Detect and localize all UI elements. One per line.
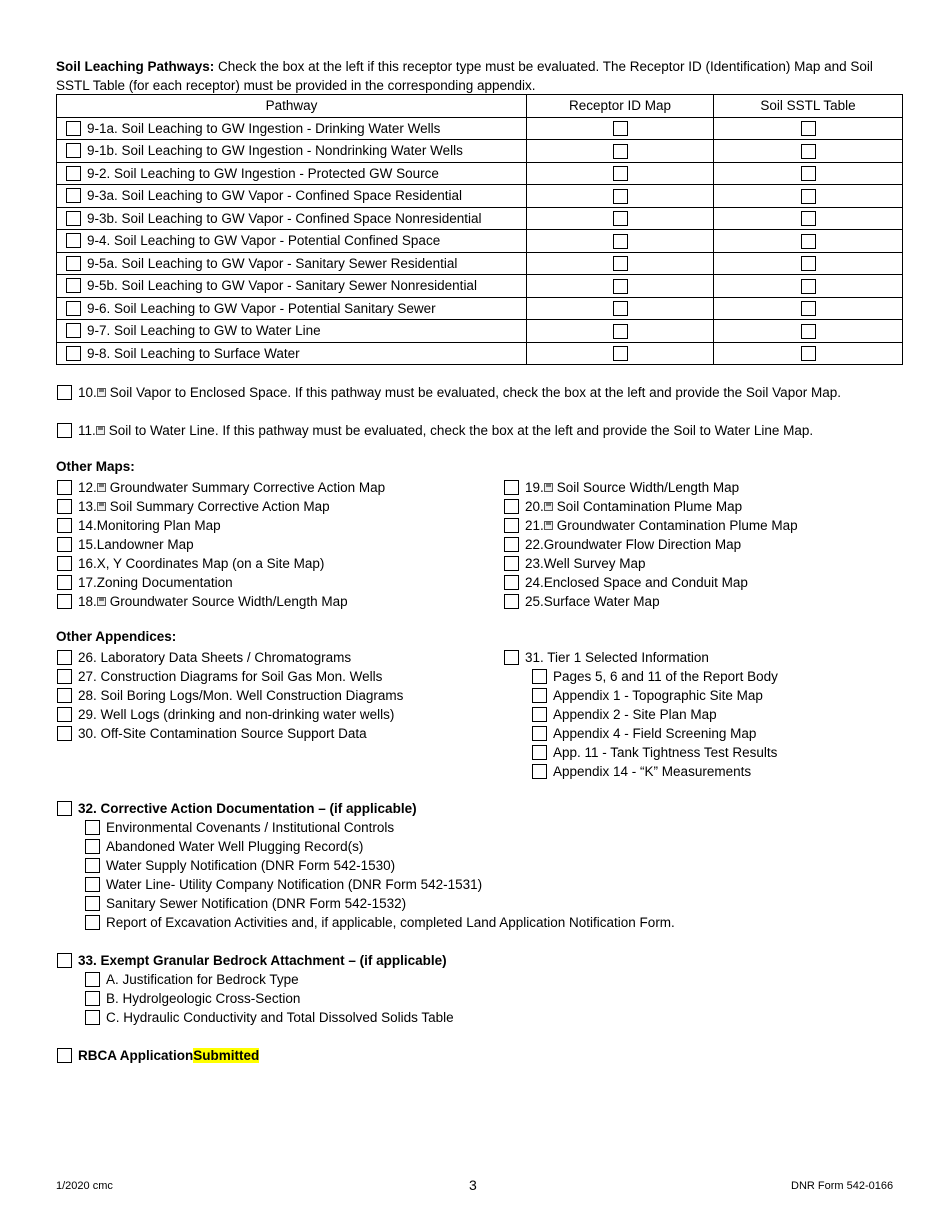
item-32-sub-label: Environmental Covenants / Institutional Controls [106,820,395,835]
pathway-label: 9-5a. Soil Leaching to GW Vapor - Sanitary Sewer Residential [87,255,458,271]
receptor-id-map-checkbox[interactable] [613,189,628,204]
item-32-sub-row [85,856,675,875]
map-item-number: 16. [78,556,97,571]
map-item-row [504,554,798,573]
floppy-disk-icon [544,521,553,530]
tier1-sub-item-row [532,743,778,762]
item-32-row [57,799,417,818]
tier1-sub-item-row [532,762,778,781]
other-maps-right-list [504,478,798,611]
header-pathway: Pathway [57,95,527,118]
tier1-sub-item-row [532,705,778,724]
item-10-row [57,383,841,402]
receptor-id-map-cell [527,297,714,320]
table-row [57,230,903,253]
table-row [57,185,903,208]
map-item-checkbox[interactable] [57,499,72,514]
map-item-number: 18. [78,594,97,609]
soil-sstl-table-checkbox[interactable] [801,279,816,294]
item-11-row [57,421,813,440]
pathway-checkbox[interactable] [66,301,81,316]
table-row [57,320,903,343]
map-item-number: 15. [78,537,97,552]
item-32-sub-checkbox[interactable] [85,915,100,930]
map-item-row [57,478,385,497]
page-number: 3 [469,1177,477,1193]
map-item-label: Monitoring Plan Map [96,518,221,533]
map-item-checkbox[interactable] [57,556,72,571]
soil-leaching-intro [56,57,896,95]
pathway-checkbox[interactable] [66,256,81,271]
receptor-id-map-checkbox[interactable] [613,166,628,181]
item-32-sub-label: Sanitary Sewer Notification (DNR Form 542-1532) [106,896,407,911]
item-32-sub-label: Report of Excavation Activities and, if applicable, completed Land Application Notification Form. [106,915,675,930]
map-item-number: 21. [525,518,544,533]
rbca-checkbox[interactable] [57,1048,72,1063]
soil-sstl-table-checkbox[interactable] [801,189,816,204]
soil-sstl-table-cell [714,117,903,140]
map-item-label: Surface Water Map [543,594,660,609]
floppy-disk-icon [544,483,553,492]
tier1-sub-item-row [532,686,778,705]
receptor-id-map-checkbox[interactable] [613,144,628,159]
item-32-sub-checkbox[interactable] [85,877,100,892]
soil-sstl-table-cell [714,207,903,230]
item-10-number: 10. [78,385,97,400]
pathway-label: 9-4. Soil Leaching to GW Vapor - Potential Confined Space [87,233,441,249]
item-33-checkbox[interactable] [57,953,72,968]
map-item-checkbox[interactable] [57,575,72,590]
soil-sstl-table-checkbox[interactable] [801,166,816,181]
receptor-id-map-cell [527,207,714,230]
item-33-sub-row [85,970,454,989]
appendix-item-label: 30. Off-Site Contamination Source Support Data [78,726,367,741]
map-item-number: 17. [78,575,97,590]
appendix-item-row [57,724,403,743]
map-item-number: 20. [525,499,544,514]
floppy-disk-icon [97,483,106,492]
map-item-number: 24. [525,575,544,590]
rbca-label: RBCA Application [78,1048,194,1063]
pathway-label: 9-3b. Soil Leaching to GW Vapor - Confined Space Nonresidential [87,210,482,226]
item-32-sub-label: Water Line- Utility Company Notification (DNR Form 542-1531) [106,877,483,892]
receptor-id-map-cell [527,252,714,275]
appendix-item-checkbox[interactable] [57,688,72,703]
rbca-row [57,1046,259,1065]
soil-sstl-table-cell [714,140,903,163]
pathway-cell-content [57,233,526,248]
map-item-label: Enclosed Space and Conduit Map [543,575,748,590]
soil-sstl-table-cell [714,185,903,208]
pathway-table [56,94,903,365]
tier1-sub-item-checkbox[interactable] [532,726,547,741]
appendix-item-row [57,648,403,667]
map-item-checkbox[interactable] [57,594,72,609]
appendix-item-label: 28. Soil Boring Logs/Mon. Well Construction Diagrams [78,688,404,703]
receptor-id-map-checkbox[interactable] [613,324,628,339]
appendix-item-row [57,667,403,686]
map-item-row [57,573,385,592]
pathway-cell [57,320,527,343]
table-row [57,275,903,298]
tier1-sub-item-row [532,724,778,743]
item-32-sub-checkbox[interactable] [85,839,100,854]
item-32-sub-checkbox[interactable] [85,858,100,873]
map-item-checkbox[interactable] [504,480,519,495]
receptor-id-map-checkbox[interactable] [613,279,628,294]
pathway-cell-content [57,301,526,316]
soil-sstl-table-cell [714,297,903,320]
receptor-id-map-cell [527,320,714,343]
item-33-sub-label: C. Hydraulic Conductivity and Total Dissolved Solids Table [106,1010,454,1025]
map-item-label: Groundwater Contamination Plume Map [556,518,798,533]
tier1-sub-item-label: Appendix 4 - Field Screening Map [553,726,757,741]
pathway-cell-content [57,211,526,226]
map-item-checkbox[interactable] [504,499,519,514]
appendix-item-checkbox[interactable] [57,707,72,722]
map-item-row [57,535,385,554]
table-row [57,342,903,365]
tier1-sub-item-checkbox[interactable] [532,688,547,703]
appendix-item-label: 29. Well Logs (drinking and non-drinking water wells) [78,707,395,722]
appendix-item-row [57,705,403,724]
map-item-checkbox[interactable] [504,575,519,590]
map-item-label: Soil Source Width/Length Map [556,480,740,495]
map-item-label: Soil Contamination Plume Map [556,499,743,514]
item-11-label: Soil to Water Line. If this pathway must be evaluated, check the box at the left and provide the Soil to Water Line Map. [108,423,814,438]
pathway-cell-content [57,166,526,181]
map-item-row [57,497,385,516]
item-32-sub-checkbox[interactable] [85,820,100,835]
tier1-sub-item-checkbox[interactable] [532,745,547,760]
appendix-item-checkbox[interactable] [57,669,72,684]
pathway-cell-content [57,278,526,293]
pathway-checkbox[interactable] [66,323,81,338]
pathway-checkbox[interactable] [66,346,81,361]
receptor-id-map-checkbox[interactable] [613,346,628,361]
map-item-row [504,592,798,611]
receptor-id-map-checkbox[interactable] [613,301,628,316]
pathway-checkbox[interactable] [66,166,81,181]
item-33-row [57,951,447,970]
soil-sstl-table-cell [714,275,903,298]
item-33-label: 33. Exempt Granular Bedrock Attachment – (if applicable) [78,953,447,968]
pathway-label: 9-2. Soil Leaching to GW Ingestion - Protected GW Source [87,165,439,181]
item-33-sub-checkbox[interactable] [85,1010,100,1025]
table-row [57,252,903,275]
item-11-number: 11. [78,423,96,438]
soil-sstl-table-checkbox[interactable] [801,234,816,249]
pathway-cell [57,297,527,320]
map-item-number: 12. [78,480,97,495]
appendix-item-label: 26. Laboratory Data Sheets / Chromatograms [78,650,352,665]
appendix-item-row [57,686,403,705]
tier1-sub-item-row [532,667,778,686]
pathway-checkbox[interactable] [66,143,81,158]
intro-heading: Soil Leaching Pathways: [56,59,215,74]
pathway-label: 9-5b. Soil Leaching to GW Vapor - Sanitary Sewer Nonresidential [87,278,477,294]
map-item-row [504,478,798,497]
floppy-disk-icon [97,388,106,397]
appendix-item-checkbox[interactable] [57,726,72,741]
receptor-id-map-cell [527,162,714,185]
pathway-checkbox[interactable] [66,233,81,248]
tier1-sub-item-label: Pages 5, 6 and 11 of the Report Body [553,669,778,684]
header-soil-sstl-table: Soil SSTL Table [714,95,903,118]
appendices-left-list [57,648,403,743]
map-item-checkbox[interactable] [504,518,519,533]
table-row [57,162,903,185]
item-32-sub-row [85,818,675,837]
map-item-number: 13. [78,499,97,514]
tier1-sub-item-checkbox[interactable] [532,764,547,779]
pathway-label: 9-1a. Soil Leaching to GW Ingestion - Drinking Water Wells [87,120,441,136]
item-32-sub-label: Water Supply Notification (DNR Form 542-1530) [106,858,396,873]
receptor-id-map-checkbox[interactable] [613,211,628,226]
map-item-row [57,592,385,611]
pathway-cell-content [57,346,526,361]
pathway-cell [57,117,527,140]
receptor-id-map-cell [527,275,714,298]
map-item-checkbox[interactable] [504,556,519,571]
other-appendices-heading: Other Appendices: [56,629,177,644]
soil-sstl-table-cell [714,230,903,253]
map-item-checkbox[interactable] [57,480,72,495]
footer-date: 1/2020 cmc [56,1180,113,1192]
map-item-label: Groundwater Summary Corrective Action Map [109,480,386,495]
tier1-sub-item-label: App. 11 - Tank Tightness Test Results [553,745,778,760]
item-33-sub-label: B. Hydrolgeologic Cross-Section [106,991,301,1006]
soil-sstl-table-cell [714,342,903,365]
appendix-item-checkbox[interactable] [57,650,72,665]
map-item-label: Groundwater Flow Direction Map [543,537,742,552]
pathway-table-body [57,117,903,365]
map-item-label: X, Y Coordinates Map (on a Site Map) [96,556,325,571]
map-item-label: Landowner Map [96,537,194,552]
receptor-id-map-cell [527,140,714,163]
table-row [57,207,903,230]
receptor-id-map-cell [527,117,714,140]
pathway-label: 9-7. Soil Leaching to GW to Water Line [87,323,321,339]
item-32-sub-row [85,837,675,856]
pathway-cell [57,275,527,298]
tier1-sub-item-checkbox[interactable] [532,707,547,722]
item-32-sub-row [85,913,675,932]
map-item-checkbox[interactable] [57,537,72,552]
map-item-number: 14. [78,518,97,533]
item-33-sub-checkbox[interactable] [85,991,100,1006]
map-item-number: 25. [525,594,544,609]
map-item-label: Well Survey Map [543,556,646,571]
floppy-disk-icon [97,502,106,511]
map-item-checkbox[interactable] [57,518,72,533]
map-item-row [57,554,385,573]
other-maps-heading: Other Maps: [56,459,135,474]
item-32-sub-row [85,894,675,913]
receptor-id-map-checkbox[interactable] [613,234,628,249]
map-item-number: 19. [525,480,544,495]
map-item-row [504,573,798,592]
pathway-label: 9-1b. Soil Leaching to GW Ingestion - Nondrinking Water Wells [87,143,463,159]
pathway-label: 9-8. Soil Leaching to Surface Water [87,345,300,361]
pathway-cell [57,252,527,275]
header-receptor-id-map: Receptor ID Map [527,95,714,118]
pathway-cell-content [57,256,526,271]
table-row [57,297,903,320]
pathway-checkbox[interactable] [66,278,81,293]
appendix-item-label: 27. Construction Diagrams for Soil Gas Mon. Wells [78,669,383,684]
map-item-checkbox[interactable] [504,594,519,609]
map-item-label: Soil Summary Corrective Action Map [109,499,330,514]
pathway-cell-content [57,121,526,136]
map-item-row [57,516,385,535]
map-item-number: 22. [525,537,544,552]
pathway-cell [57,342,527,365]
tier1-sub-item-label: Appendix 1 - Topographic Site Map [553,688,763,703]
pathway-cell-content [57,143,526,158]
pathway-checkbox[interactable] [66,211,81,226]
item-33-sub-row [85,989,454,1008]
intro-text: Check the box at the left if this receptor type must be evaluated. The Receptor ID (Identification) Map and Soil SSTL Table (for each receptor) must be provided in the corresponding appendix. [56,59,873,93]
receptor-id-map-checkbox[interactable] [613,121,628,136]
soil-sstl-table-cell [714,252,903,275]
item-33-sublist [85,970,454,1027]
pathway-label: 9-6. Soil Leaching to GW Vapor - Potential Sanitary Sewer [87,300,436,316]
tier1-sub-item-label: Appendix 2 - Site Plan Map [553,707,717,722]
item-31-checkbox[interactable] [504,650,519,665]
pathway-cell-content [57,188,526,203]
item-32-sublist [85,818,675,932]
pathway-cell [57,162,527,185]
item-32-checkbox[interactable] [57,801,72,816]
map-item-label: Zoning Documentation [96,575,233,590]
item-31-label: 31. Tier 1 Selected Information [525,650,709,665]
item-32-label: 32. Corrective Action Documentation – (if applicable) [78,801,417,816]
table-row [57,140,903,163]
map-item-label: Groundwater Source Width/Length Map [109,594,348,609]
map-item-row [504,516,798,535]
receptor-id-map-checkbox[interactable] [613,256,628,271]
soil-sstl-table-checkbox[interactable] [801,301,816,316]
item-33-sub-row [85,1008,454,1027]
map-item-row [504,535,798,554]
pathway-checkbox[interactable] [66,121,81,136]
pathway-label: 9-3a. Soil Leaching to GW Vapor - Confined Space Residential [87,188,462,204]
item-10-label: Soil Vapor to Enclosed Space. If this pathway must be evaluated, check the box at the left and provide the Soil Vapor Map. [109,385,841,400]
item-32-sub-row [85,875,675,894]
item-32-sub-label: Abandoned Water Well Plugging Record(s) [106,839,364,854]
item-31-sublist [532,667,778,781]
item-10-checkbox[interactable] [57,385,72,400]
soil-sstl-table-checkbox[interactable] [801,324,816,339]
item-33-sub-checkbox[interactable] [85,972,100,987]
item-31-row [504,648,709,667]
floppy-disk-icon [96,426,105,435]
pathway-cell-content [57,323,526,338]
pathway-cell [57,140,527,163]
soil-sstl-table-checkbox[interactable] [801,144,816,159]
floppy-disk-icon [97,597,106,606]
item-33-sub-label: A. Justification for Bedrock Type [106,972,299,987]
soil-sstl-table-cell [714,162,903,185]
soil-sstl-table-cell [714,320,903,343]
tier1-sub-item-label: Appendix 14 - “K” Measurements [553,764,752,779]
soil-sstl-table-checkbox[interactable] [801,211,816,226]
soil-sstl-table-checkbox[interactable] [801,121,816,136]
soil-sstl-table-checkbox[interactable] [801,346,816,361]
map-item-checkbox[interactable] [504,537,519,552]
receptor-id-map-cell [527,342,714,365]
receptor-id-map-cell [527,230,714,253]
submitted-highlight: Submitted [193,1048,260,1063]
tier1-sub-item-checkbox[interactable] [532,669,547,684]
footer-form-number: DNR Form 542-0166 [791,1180,894,1192]
map-item-number: 23. [525,556,544,571]
pathway-checkbox[interactable] [66,188,81,203]
floppy-disk-icon [544,502,553,511]
pathway-cell [57,185,527,208]
table-row [57,117,903,140]
receptor-id-map-cell [527,185,714,208]
soil-sstl-table-checkbox[interactable] [801,256,816,271]
pathway-cell [57,207,527,230]
map-item-row [504,497,798,516]
pathway-cell [57,230,527,253]
item-11-checkbox[interactable] [57,423,72,438]
item-32-sub-checkbox[interactable] [85,896,100,911]
other-maps-left-list [57,478,385,611]
